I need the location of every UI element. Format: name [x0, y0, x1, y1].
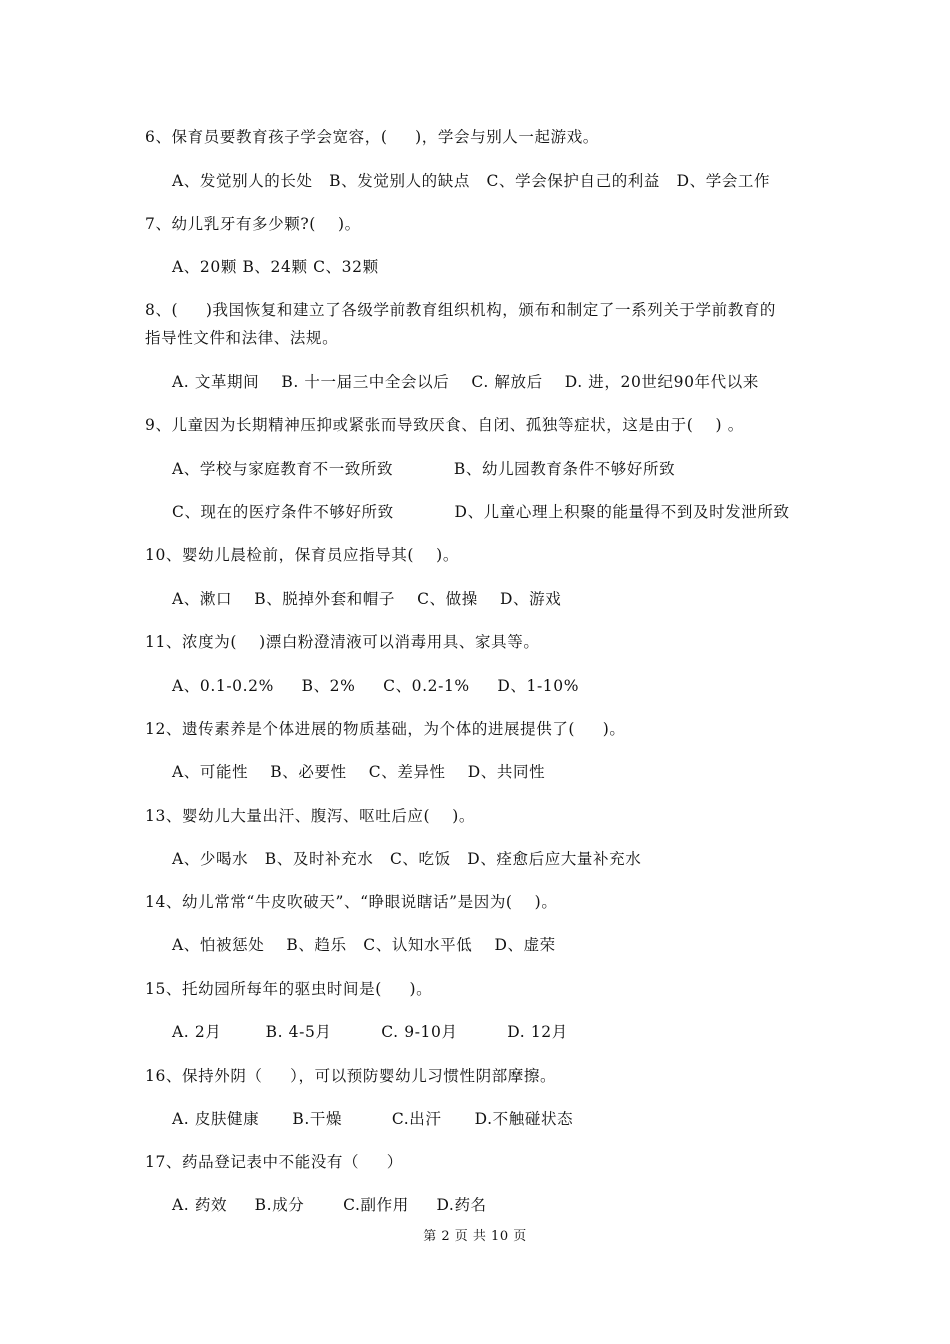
question-17: 17、药品登记表中不能没有（ ） [145, 1153, 403, 1171]
question-9: 9、儿童因为长期精神压抑或紧张而导致厌食、自闭、孤独等症状，这是由于( ) 。 [145, 416, 744, 434]
question-15-options: A. 2月 B. 4-5月 C. 9-10月 D. 12月 [172, 1023, 568, 1041]
question-15: 15、托幼园所每年的驱虫时间是( )。 [145, 980, 433, 998]
question-14: 14、幼儿常常“牛皮吹破天”、“睁眼说瞎话”是因为( )。 [145, 893, 558, 911]
page-footer: 第 2 页 共 10 页 [423, 1229, 527, 1244]
question-12-options: A、可能性 B、必要性 C、差异性 D、共同性 [172, 763, 546, 781]
question-9-options-2: C、现在的医疗条件不够好所致 D、儿童心理上积聚的能量得不到及时发泄所致 [172, 503, 790, 521]
question-8: 8、( )我国恢复和建立了各级学前教育组织机构，颁布和制定了一系列关于学前教育的 [145, 301, 776, 319]
question-14-options: A、怕被惩处 B、趋乐 C、认知水平低 D、虚荣 [172, 936, 556, 954]
question-12: 12、遗传素养是个体进展的物质基础，为个体的进展提供了( )。 [145, 720, 626, 738]
question-13: 13、婴幼儿大量出汗、腹泻、呕吐后应( )。 [145, 807, 476, 825]
question-8-options: A. 文革期间 B. 十一届三中全会以后 C. 解放后 D. 进，20世纪90年代以来 [172, 373, 759, 391]
question-13-options: A、少喝水 B、及时补充水 C、吃饭 D、痊愈后应大量补充水 [172, 850, 642, 868]
question-11: 11、浓度为( )漂白粉澄清液可以消毒用具、家具等。 [145, 633, 540, 651]
question-10-options: A、漱口 B、脱掉外套和帽子 C、做操 D、游戏 [172, 590, 562, 608]
question-8-continued: 指导性文件和法律、法规。 [145, 329, 339, 347]
question-7-options: A、20颗 B、24颗 C、32颗 [172, 258, 379, 276]
question-10: 10、婴幼儿晨检前，保育员应指导其( )。 [145, 546, 459, 564]
question-16-options: A. 皮肤健康 B.干燥 C.出汗 D.不触碰状态 [172, 1110, 574, 1128]
question-6-options: A、发觉别人的长处 B、发觉别人的缺点 C、学会保护自己的利益 D、学会工作 [172, 172, 771, 190]
question-9-options-1: A、学校与家庭教育不一致所致 B、幼儿园教育条件不够好所致 [172, 460, 676, 478]
question-17-options: A. 药效 B.成分 C.副作用 D.药名 [172, 1196, 487, 1214]
question-16: 16、保持外阴（ ），可以预防婴幼儿习惯性阴部摩擦。 [145, 1067, 557, 1085]
question-11-options: A、0.1-0.2% B、2% C、0.2-1% D、1-10% [172, 677, 580, 695]
question-6: 6、保育员要教育孩子学会宽容，( )，学会与别人一起游戏。 [145, 128, 599, 146]
question-7: 7、幼儿乳牙有多少颗?( )。 [145, 215, 361, 233]
